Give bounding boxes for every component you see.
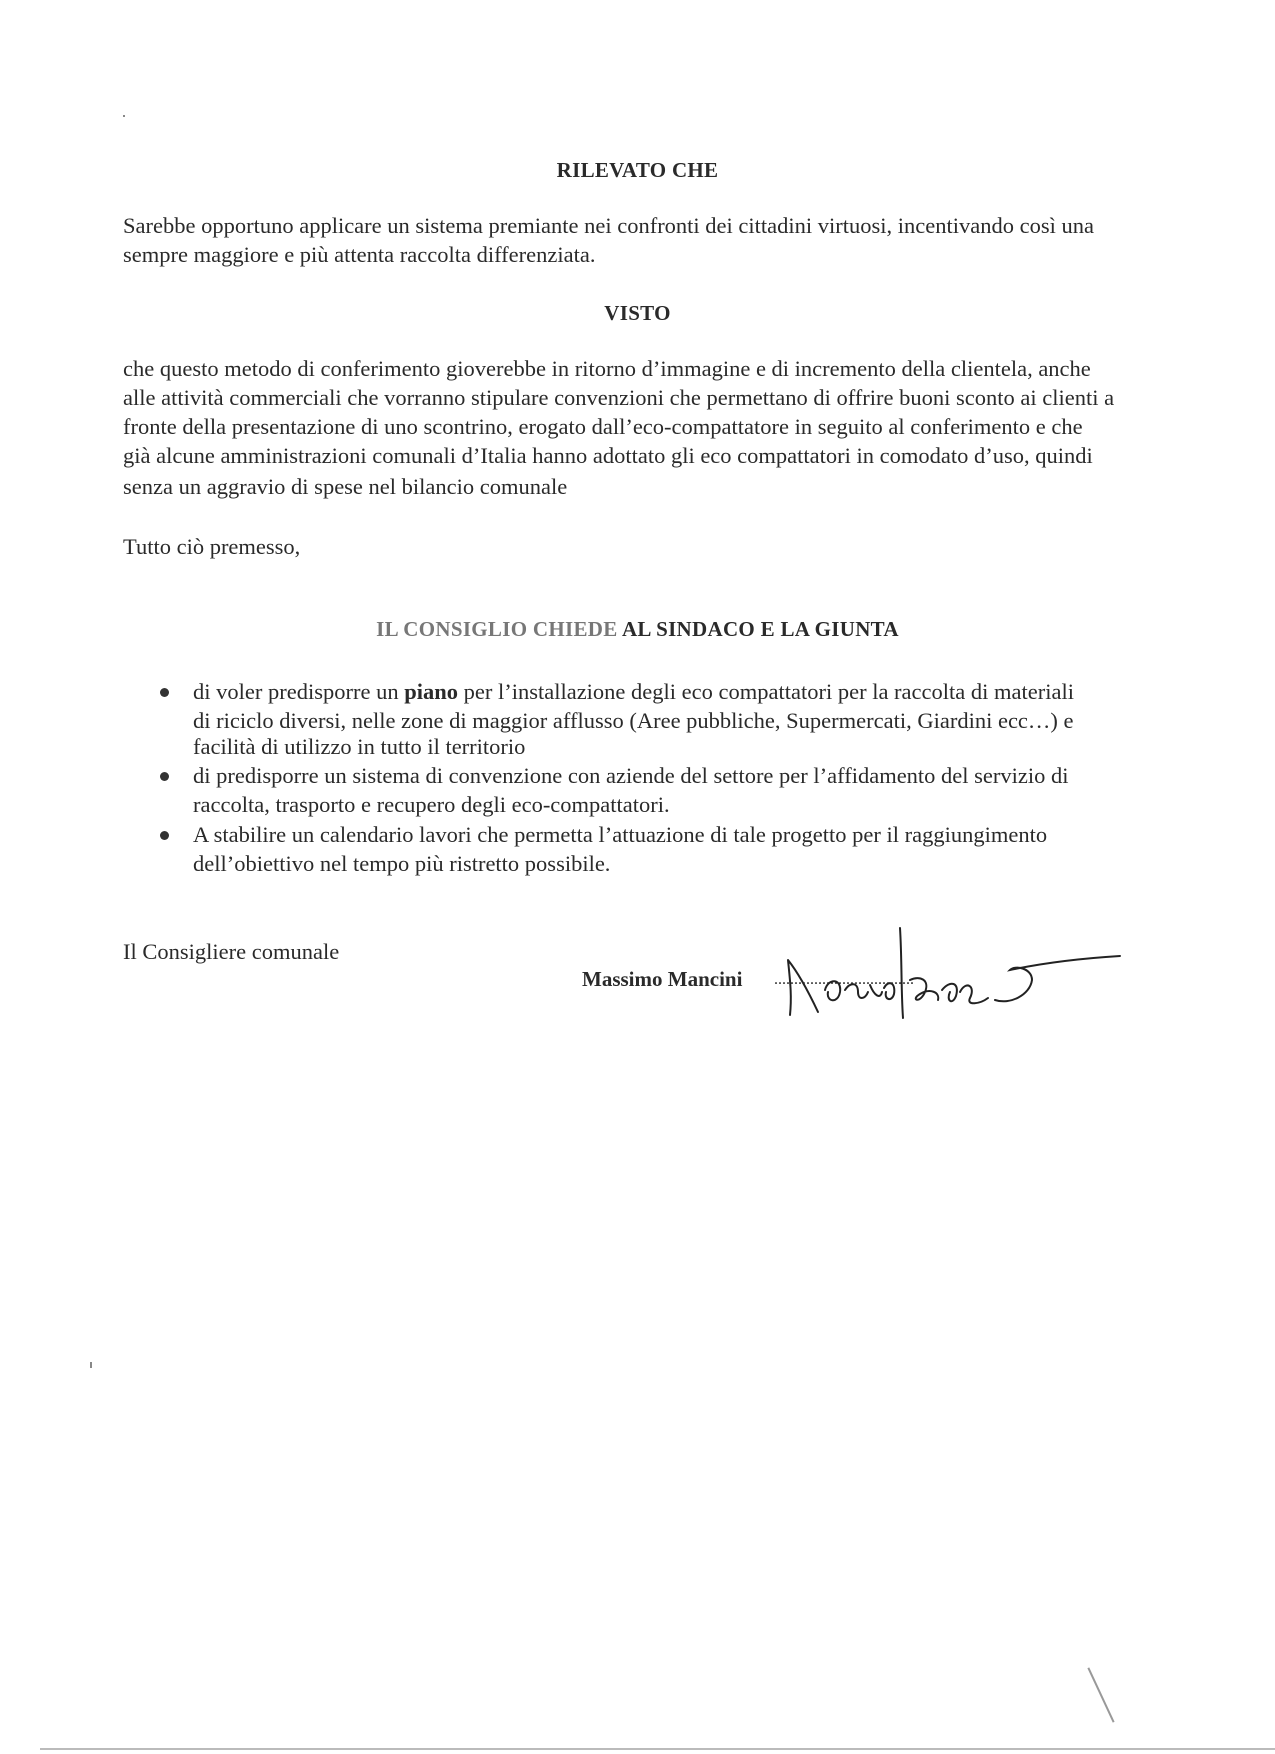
bullet-dot [160, 831, 169, 840]
scan-edge [40, 1748, 1275, 1750]
premesso-text: Tutto ciò premesso, [123, 534, 301, 559]
heading-visto: VISTO [604, 301, 671, 325]
bullet-item-1-line [193, 678, 1074, 706]
visto-line: alle attività commerciali che vorranno stipulare convenzioni che permettano di offrire buoni sconto ai clienti a [123, 385, 1115, 410]
bullet-item-3-line: dell’obiettivo nel tempo più ristretto possibile. [193, 851, 611, 876]
rilevato-line: sempre maggiore e più attenta raccolta differenziata. [123, 242, 596, 267]
scan-speck [123, 115, 125, 117]
bullet-text: per l’installazione degli eco compattatori per la raccolta di materiali [457, 679, 1074, 704]
signature-name: Massimo Mancini [582, 967, 743, 991]
bullet-item-3-line: A stabilire un calendario lavori che permetta l’attuazione di tale progetto per il raggiungimento [193, 822, 1048, 847]
bullet-dot [160, 688, 169, 697]
bullet-item-1-line: di riciclo diversi, nelle zone di maggior afflusso (Aree pubbliche, Supermercati, Giardini ecc…) e [193, 708, 1074, 733]
bullet-item-1-line: facilità di utilizzo in tutto il territorio [193, 734, 526, 759]
bullet-item-2-line: di predisporre un sistema di convenzione con aziende del settore per l’affidamento del servizio di [193, 763, 1069, 788]
bullet-bold-piano: piano [404, 679, 458, 704]
scan-speck [90, 1362, 92, 1368]
scan-mark [1087, 1667, 1114, 1722]
rilevato-line: Sarebbe opportuno applicare un sistema premiante nei confronti dei cittadini virtuosi, incentivando così una [123, 213, 1094, 238]
visto-line: già alcune amministrazioni comunali d’Italia hanno adottato gli eco compattatori in comodato d’uso, quindi [123, 443, 1093, 468]
visto-line: senza un aggravio di spese nel bilancio comunale [123, 474, 568, 499]
visto-line: che questo metodo di conferimento gioverebbe in ritorno d’immagine e di incremento della clientela, anche [123, 356, 1091, 381]
heading-consiglio [0, 617, 1275, 642]
bullet-text: di voler predisporre un [193, 679, 405, 704]
signature-role: Il Consigliere comunale [123, 939, 340, 964]
signature-dots: ................................... [774, 971, 914, 988]
handwritten-signature [770, 920, 1150, 1020]
bullet-dot [160, 772, 169, 781]
heading-consiglio-rest: AL SINDACO E LA GIUNTA [617, 617, 899, 641]
bullet-item-2-line: raccolta, trasporto e recupero degli eco-compattatori. [193, 792, 670, 817]
visto-line: fronte della presentazione di uno scontrino, erogato dall’eco-compattatore in seguito al conferimento e che [123, 414, 1083, 439]
heading-rilevato-che: RILEVATO CHE [556, 158, 719, 182]
heading-consiglio-faded: IL CONSIGLIO CHIEDE [376, 617, 618, 641]
